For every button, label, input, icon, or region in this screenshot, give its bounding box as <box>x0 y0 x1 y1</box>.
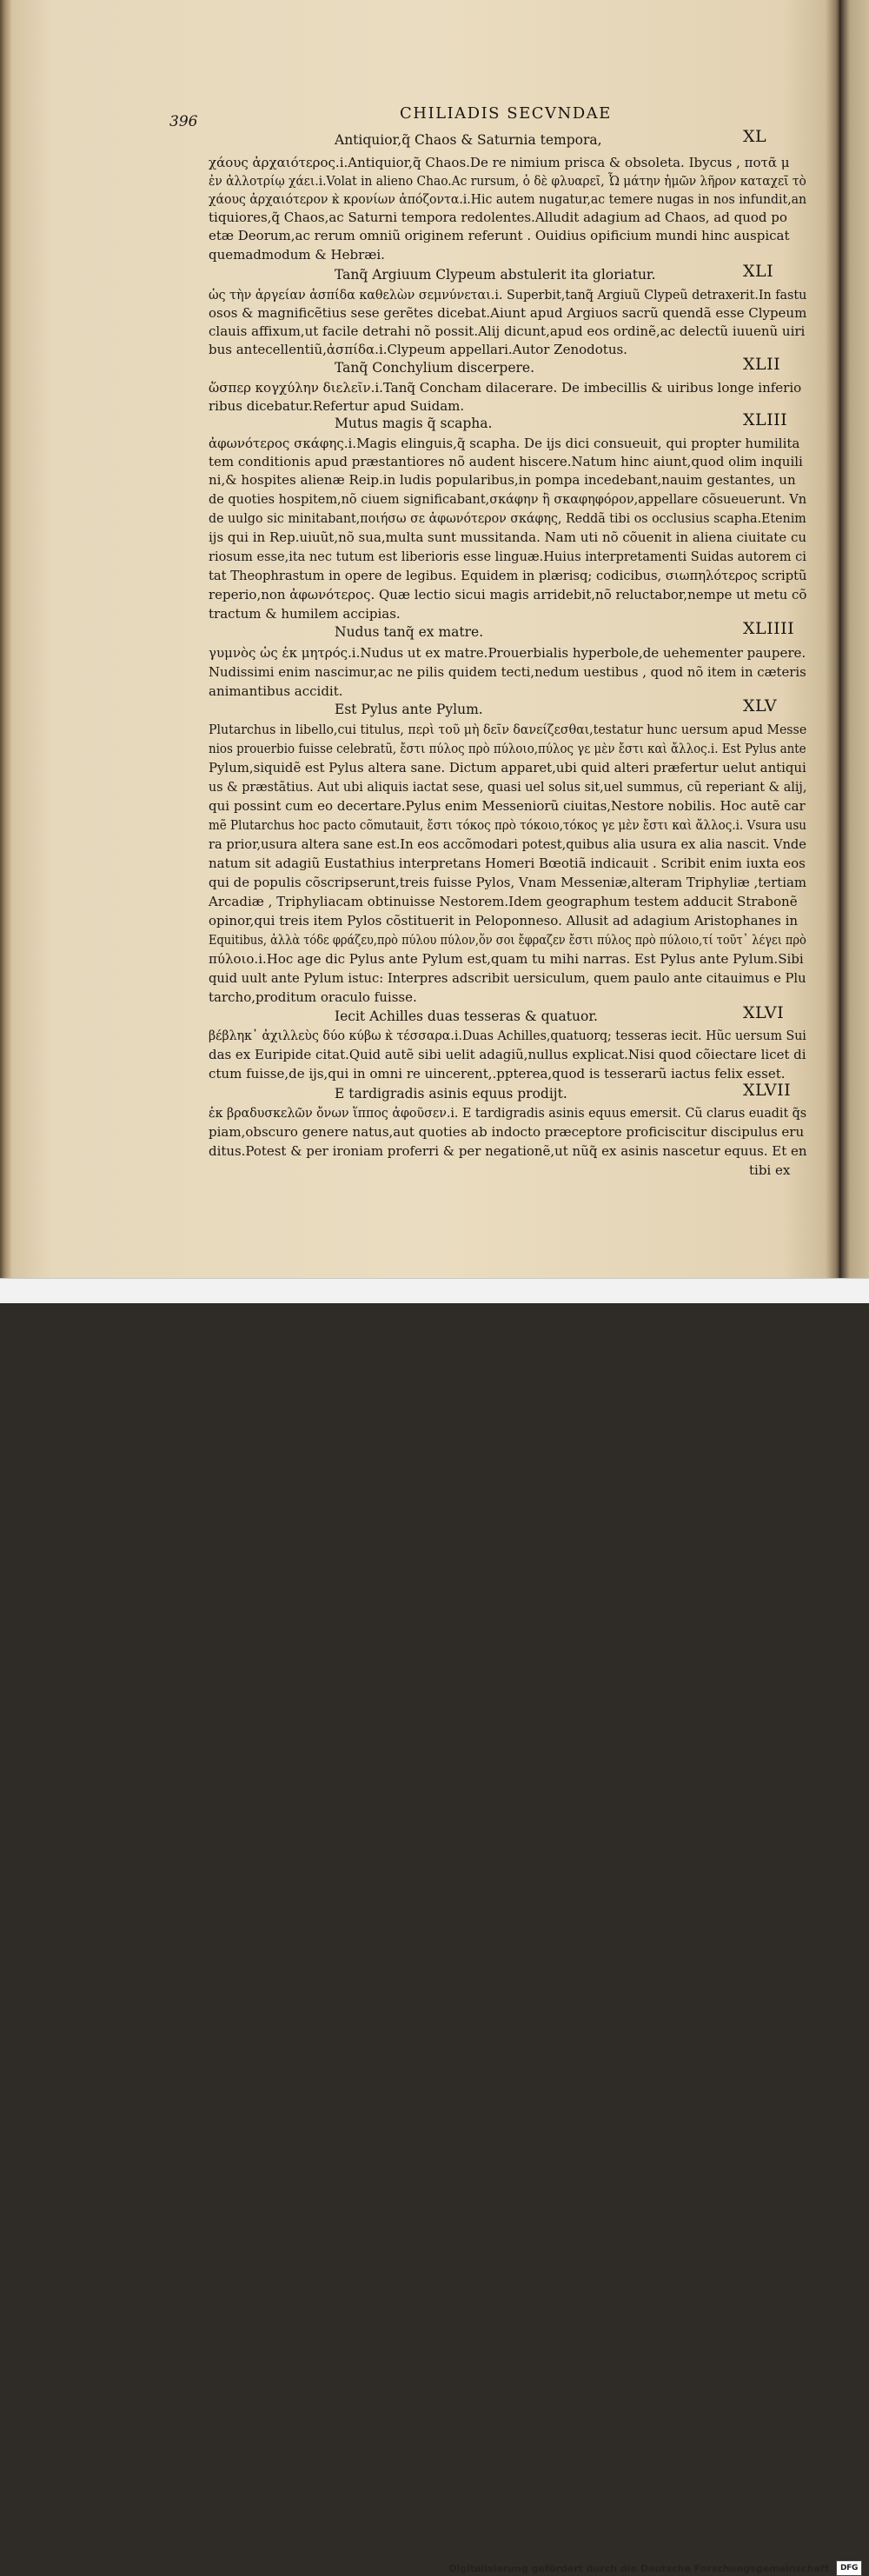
text-line: tarcho,proditum oraculo fuisse. <box>209 989 417 1005</box>
text-line: animantibus accidit. <box>209 683 343 699</box>
adage-numeral: XLV <box>743 696 778 716</box>
next-page-edge <box>839 0 869 1278</box>
text-line: us & præstãtius. Aut ubi aliquis iactat sese, quasi uel solus sit,uel summus, cũ reperiant & alij, <box>209 779 807 795</box>
text-line: tractum & humilem accipias. <box>209 606 401 622</box>
dfg-logo-icon: DFG <box>836 2560 862 2576</box>
text-line: Equitibus, ἀλλὰ τόδε φράζευ,πρὸ πύλου πύλον,ὅν σοι ἔφραζεν ἔστι πύλος πρὸ πύλοιο,τί τοῦτ᾽ λέγει πρὸ <box>209 932 806 948</box>
text-line: ὥσπερ κογχύλην διελεῖν.i.Tanq̃ Concham dilacerare. De imbecillis & uiribus longe inferio <box>209 380 802 396</box>
text-line: riosum esse,ita nec tutum est liberioris esse linguæ.Huius interpretamenti Suidas autorem ci <box>209 549 806 564</box>
text-line: ἀφωνότερος σκάφης.i.Magis elinguis,q̃ scapha. De ijs dici consueuit, qui propter humilita <box>209 436 800 451</box>
text-line: Arcadiæ , Triphyliacam obtinuisse Nestorem.Idem geographum testem adducit Strabonẽ <box>209 894 798 909</box>
adage-numeral: XLI <box>743 262 774 281</box>
adage-numeral: XLIIII <box>743 619 795 638</box>
adage-heading: Est Pylus ante Pylum. <box>335 702 483 717</box>
text-line: de quoties hospitem,nõ ciuem significabant,σκάφην ἢ σκαφηφόρον,appellare cõsueuerunt. Vn <box>209 491 807 507</box>
catchword: tibi ex <box>749 1162 791 1178</box>
book-page <box>0 0 869 1278</box>
text-line: tiquiores,q̃ Chaos,ac Saturni tempora redolentes.Alludit adagium ad Chaos, ad quod po <box>209 210 787 225</box>
adage-numeral: XLII <box>743 355 781 374</box>
adage-heading: E tardigradis asinis equus prodijt. <box>335 1086 567 1102</box>
text-line: de uulgo sic minitabant,ποιήσω σε ἀφωνότερον σκάφης, Reddã tibi os occlusius scapha.Etenim <box>209 510 806 526</box>
text-line: ra prior,usura altera sane est.In eos accõmodari potest,quibus alia usura ex alia nascit. Vnde <box>209 836 806 852</box>
page-number: 396 <box>169 113 198 130</box>
text-line: χάους ἀρχαιότερον κ̀ κρονίων ἀπόζοντα.i.Hic autem nugatur,ac temere nugas in nos infundit,an <box>209 191 807 207</box>
text-line: πύλοιο.i.Hoc age dic Pylus ante Pylum est,quam tu mihi narras. Est Pylus ante Pylum.Sibi <box>209 951 804 967</box>
running-head: CHILIADIS SECVNDAE <box>400 104 612 123</box>
text-line: das ex Euripide citat.Quid autẽ sibi uelit adagiũ,nullus explicat.Nisi quod cõiectare licet di <box>209 1047 806 1062</box>
adage-heading: Nudus tanq̃ ex matre. <box>335 624 484 640</box>
text-line: tat Theophrastum in opere de legibus. Equidem in plærisq; codicibus, σιωπηλότερος scriptũ <box>209 568 807 583</box>
funding-credit: Digitalisierung gefördert durch die Deutsche Forschungsgemeinschaft <box>448 2563 829 2574</box>
text-line: clauis affixum,ut facile detrahi nõ possit.Alij dicunt,apud eos ordinẽ,ac delectũ iuuenũ uiri <box>209 323 806 339</box>
text-line: Nudissimi enim nascimur,ac ne pilis quidem tecti,nedum uestibus , quod nõ item in cæteris <box>209 664 806 680</box>
adage-numeral: XL <box>743 127 767 146</box>
adage-heading: Tanq̃ Conchylium discerpere. <box>335 360 535 376</box>
text-line: ribus dicebatur.Refertur apud Suidam. <box>209 398 465 414</box>
text-line: ὡς τὴν ἀργείαν ἀσπίδα καθελὼν σεμνύνεται.i. Superbit,tanq̃ Argiuũ Clypeũ detraxerit.In fastu <box>209 287 807 303</box>
text-line: natum sit adagiũ Eustathius interpretans Homeri Bœotiã indicauit . Scribit enim iuxta eos <box>209 855 806 871</box>
text-line: quid uult ante Pylum istuc: Interpres adscribit uersiculum, quem paulo ante citauimus e Plu <box>209 970 806 986</box>
text-line: opinor,qui treis item Pylos cõstituerit in Peloponneso. Allusit ad adagium Aristophanes in <box>209 913 799 929</box>
adage-heading: Mutus magis q̃ scapha. <box>335 416 493 431</box>
text-line: Pylum,siquidẽ est Pylus altera sane. Dictum apparet,ubi quid alteri præfertur uelut antiqui <box>209 760 806 775</box>
text-line: ditus.Potest & per ironiam proferri & per negationẽ,ut nũq̃ ex asinis nascetur equus. Et en <box>209 1143 807 1159</box>
text-line: ἐκ βραδυσκελῶν ὄνων ἵππος ἀφοῦσεν.i. E tardigradis asinis equus emersit. Cũ clarus euadit q̃s <box>209 1105 807 1121</box>
digitization-footer <box>0 1278 869 2574</box>
text-line: quemadmodum & Hebræi. <box>209 247 385 263</box>
text-line: γυμνὸς ὡς ἐκ μητρός.i.Nudus ut ex matre.Prouerbialis hyperbole,de uehementer paupere. <box>209 645 806 661</box>
adage-heading: Iecit Achilles duas tesseras & quatuor. <box>335 1008 598 1024</box>
text-line: piam,obscuro genere natus,aut quoties ab indocto præceptore proficiscitur discipulus eru <box>209 1124 805 1140</box>
text-line: Plutarchus in libello,cui titulus, περὶ τοῦ μὴ δεῖν δανείζεσθαι,testatur hunc uersum apud Messe <box>209 722 807 737</box>
text-line: qui de populis cõscripserunt,treis fuisse Pylos, Vnam Messeniæ,alteram Triphyliæ ,tertiam <box>209 875 807 890</box>
text-line: reperio,non ἀφωνότερος. Quæ lectio sicui magis arridebit,nõ reluctabor,nempe ut metu cõ <box>209 587 807 602</box>
text-line: χάους ἀρχαιότερος.i.Antiquior,q̃ Chaos.De re nimium prisca & obsoleta. Ibycus , ποτᾶ μ <box>209 155 790 170</box>
adage-numeral: XLVII <box>743 1081 792 1100</box>
adage-heading: Antiquior,q̃ Chaos & Saturnia tempora, <box>335 132 602 148</box>
text-line: ni,& hospites alienæ Reip.in ludis popularibus,in pompa incedebant,nauim gestantes, un <box>209 472 796 488</box>
text-line: bus antecellentiũ,ἀσπίδα.i.Clypeum appellari.Autor Zenodotus. <box>209 342 627 357</box>
adage-heading: Tanq̃ Argiuum Clypeum abstulerit ita gloriatur. <box>335 267 656 283</box>
text-line: ijs qui in Rep.uiuũt,nõ sua,multa sunt mussitanda. Nam uti nõ cõuenit in aliena ciuitate cu <box>209 529 807 545</box>
adage-numeral: XLIII <box>743 410 788 429</box>
text-line: etæ Deorum,ac rerum omniũ originem referunt . Ouidius opificium mundi hinc auspicat <box>209 228 790 243</box>
text-line: ctum fuisse,de ijs,qui in omni re uincerent,.ppterea,quod is tesserarũ iactus felix esset. <box>209 1066 786 1082</box>
text-line: tem conditionis apud præstantiores nõ audent hiscere.Natum hinc aiunt,quod olim inquili <box>209 454 803 469</box>
text-line: mẽ Plutarchus hoc pacto cõmutauit, ἔστι τόκος πρὸ τόκοιο,τόκος γε μὲν ἔστι καὶ ἄλλος.i. Vsura usu <box>209 817 806 833</box>
text-line: nios prouerbio fuisse celebratũ, ἔστι πύλος πρὸ πύλοιο,πύλος γε μὲν ἔστι καὶ ἄλλος.i. Est Pylus ante <box>209 741 806 756</box>
text-line: osos & magnificẽtius sese gerẽtes dicebat.Aiunt apud Argiuos sacrũ quendã esse Clypeum <box>209 305 807 321</box>
text-line: ἐν ἀλλοτρίῳ χάει.i.Volat in alieno Chao.Ac rursum, ὁ δὲ φλυαρεῖ, Ὦ μάτην ἡμῶν λῆρον καταχεῖ τὸ <box>209 173 806 189</box>
text-line: βέβληκ᾽ ἀχιλλεὺς δύο κύβω κ̀ τέσσαρα.i.Duas Achilles,quatuorq; tesseras iecit. Hũc uersum Sui <box>209 1028 806 1043</box>
adage-numeral: XLVI <box>743 1003 785 1022</box>
text-line: qui possint cum eo decertare.Pylus enim Messeniorũ ciuitas,Nestore nobilis. Hoc autẽ car <box>209 798 806 814</box>
